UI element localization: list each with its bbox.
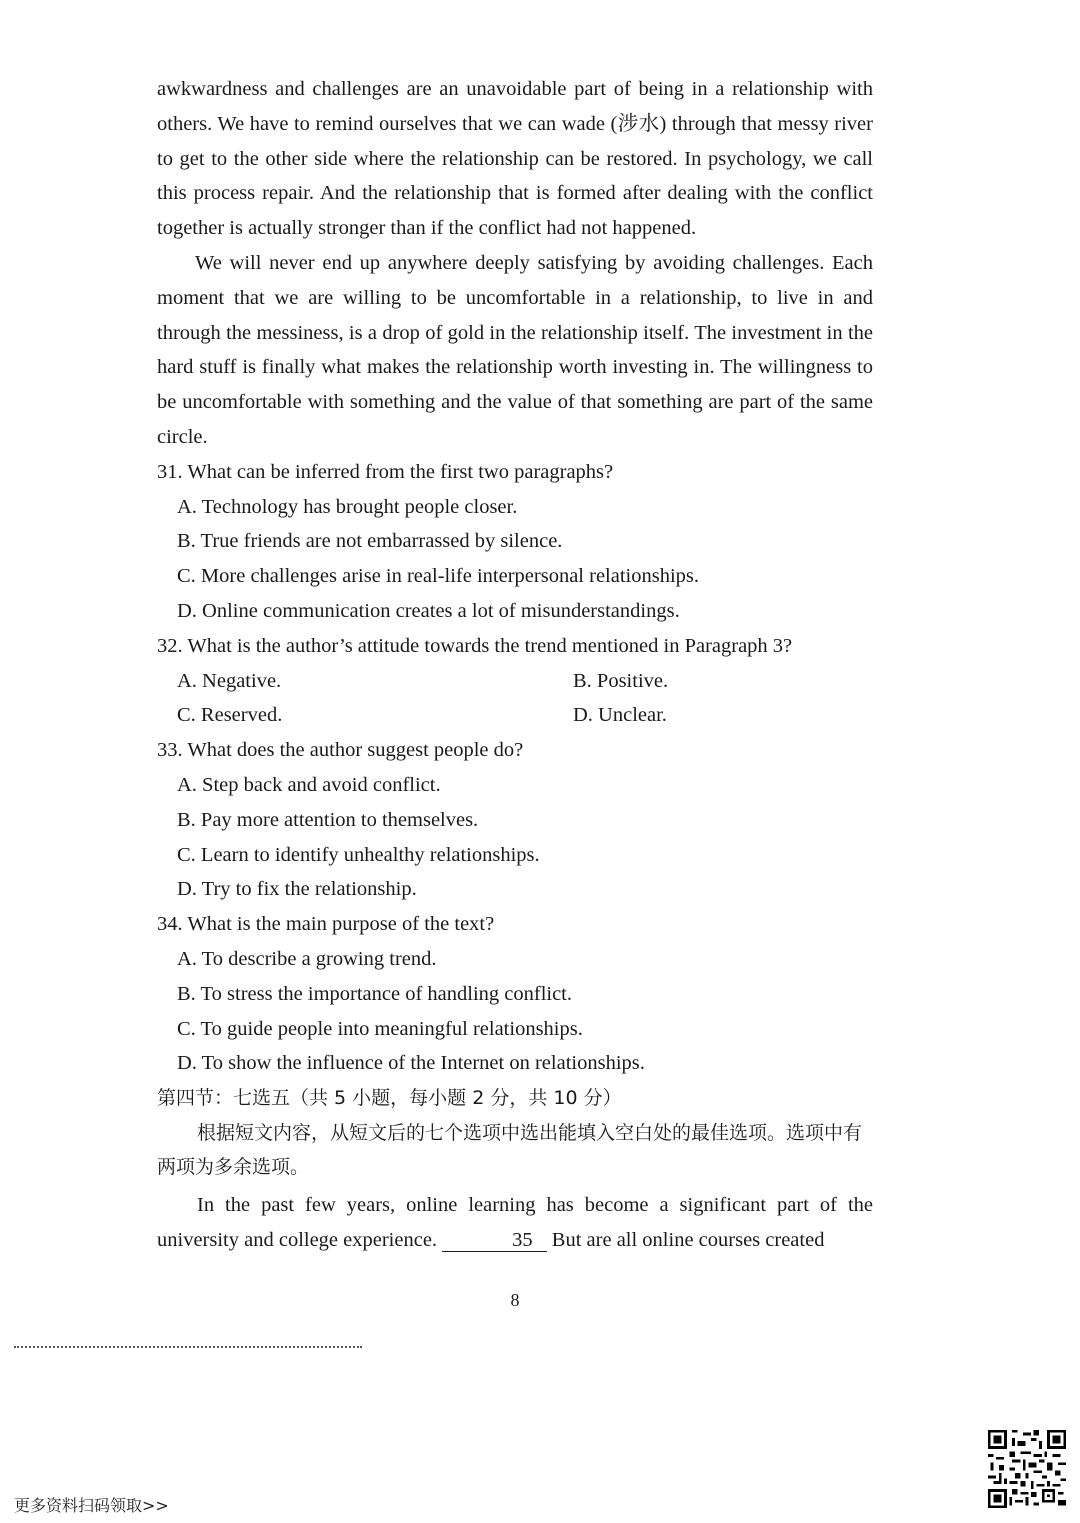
option-a: A. To describe a growing trend. (177, 947, 437, 970)
page-number: 8 (510, 1290, 520, 1310)
option-row (157, 664, 873, 699)
passage-start: In the past few years, online learning has become a significant part of the university and college experience. (157, 1193, 873, 1251)
question-stem: 33. What does the author suggest people do? (157, 739, 524, 762)
question-31 (157, 455, 873, 629)
option-d: D. Online communication creates a lot of misunderstandings. (177, 599, 680, 622)
question-stem: 31. What can be inferred from the first two paragraphs? (157, 460, 614, 483)
option-a: A. Negative. (177, 669, 282, 692)
qr-code-icon[interactable] (988, 1430, 1066, 1508)
question-33 (157, 733, 873, 907)
option-c: C. Learn to identify unhealthy relationships. (177, 843, 540, 866)
option-a: A. Step back and avoid conflict. (177, 773, 441, 796)
passage-continuation: But are all online courses created (551, 1228, 825, 1251)
passage-paragraph (157, 1188, 873, 1258)
option-c: C. Reserved. (177, 704, 283, 727)
option-c: C. More challenges arise in real-life interpersonal relationships. (177, 565, 699, 588)
footer-text[interactable]: 更多资料扫码领取>> (14, 1496, 169, 1515)
paragraph-1: awkwardness and challenges are an unavoidable part of being in a relationship with others. We have to remind ourselves that we can wade (涉水) through that messy river to get to the other side where the relationship can be restored. In psychology, we call this process repair. And the relationship that is formed after dealing with the conflict together is actually stronger than if the conflict had not happened. (157, 78, 873, 240)
option-b: B. Pay more attention to themselves. (177, 808, 479, 831)
option-b: B. Positive. (573, 669, 669, 692)
option-row (157, 698, 873, 733)
question-34 (157, 907, 873, 1081)
divider (14, 1346, 362, 1348)
paragraph-2: We will never end up anywhere deeply satisfying by avoiding challenges. Each moment that we are willing to be uncomfortable in a relationship, to live in and through the messiness, is a drop of gold in the relationship itself. The investment in the hard stuff is finally what makes the relationship worth investing in. The willingness to be uncomfortable with something and the value of that something are part of the same circle. (157, 251, 873, 448)
option-a: A. Technology has brought people closer. (177, 495, 518, 518)
blank-35: 35 (442, 1229, 547, 1252)
option-c: C. To guide people into meaningful relationships. (177, 1017, 583, 1040)
question-stem: 34. What is the main purpose of the text? (157, 913, 495, 936)
option-b: B. To stress the importance of handling conflict. (177, 982, 573, 1005)
question-32 (157, 629, 873, 733)
option-d: D. Try to fix the relationship. (177, 878, 417, 901)
question-stem: 32. What is the author’s attitude towards the trend mentioned in Paragraph 3? (157, 634, 793, 657)
option-b: B. True friends are not embarrassed by silence. (177, 530, 563, 553)
option-d: D. Unclear. (573, 704, 667, 727)
page-content (157, 72, 873, 1258)
section-instruction: 根据短文内容，从短文后的七个选项中选出能填入空白处的最佳选项。选项中有两项为多余选项。 (157, 1121, 863, 1178)
section-title: 第四节：七选五（共 5 小题，每小题 2 分，共 10 分） (157, 1087, 622, 1110)
option-d: D. To show the influence of the Internet on relationships. (177, 1052, 645, 1075)
